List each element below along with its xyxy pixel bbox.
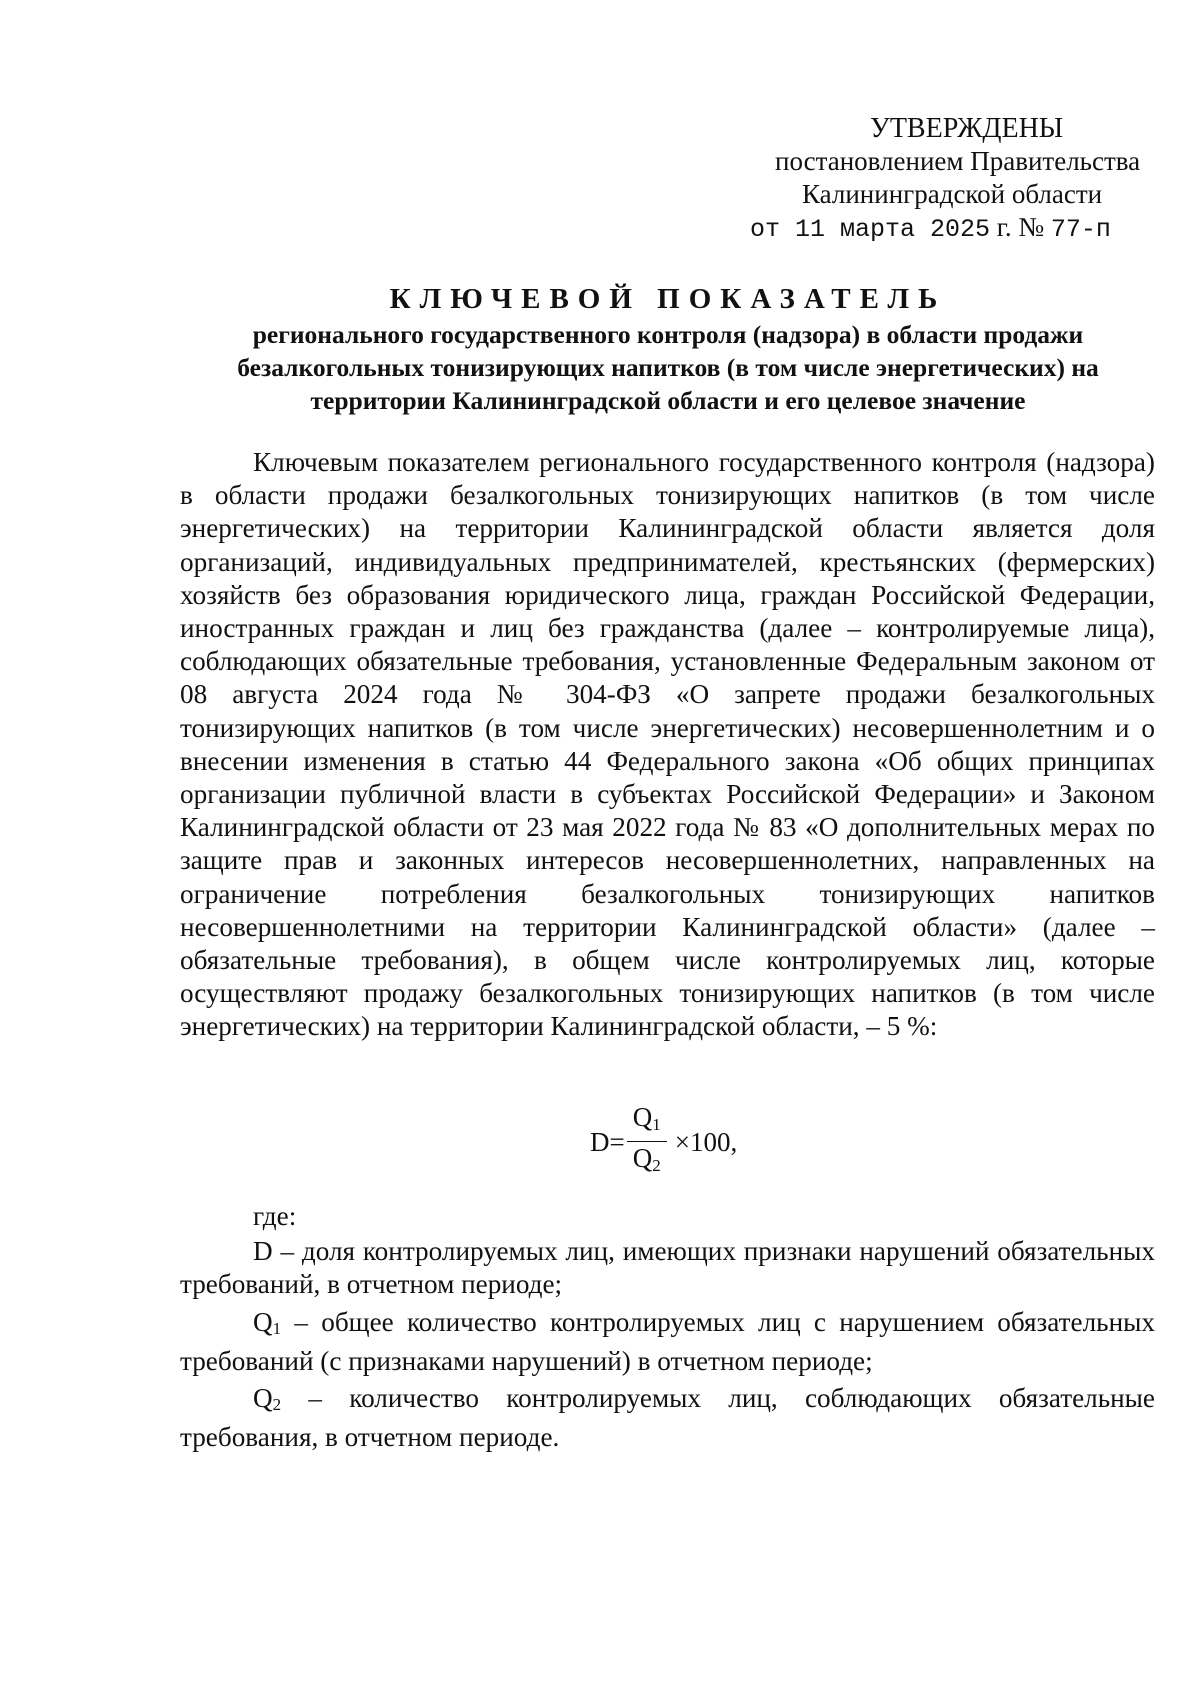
legend-symbol: Q: [253, 1306, 273, 1337]
document-title: [178, 282, 1158, 417]
legend-text: – доля контролируемых лиц, имеющих признаки нарушений обязательных требований, в отчетном периоде;: [180, 1236, 1155, 1300]
legend-symbol: Q: [253, 1383, 273, 1414]
formula-numerator: [627, 1102, 667, 1142]
legend-subscript: 1: [272, 1318, 282, 1338]
legend-text: – количество контролируемых лиц, соблюдающих обязательные требования, в отчетном периоде.: [180, 1383, 1155, 1453]
formula-fraction: [627, 1102, 667, 1181]
approval-number: 77-п: [1050, 215, 1111, 244]
approval-line-region: Калининградской области: [802, 179, 1103, 209]
approval-date: от 11 марта 2025: [750, 215, 991, 244]
approval-stamp: [700, 112, 1141, 246]
main-text: [180, 446, 1155, 1044]
approval-line-resolution: постановлением Правительства: [775, 146, 1141, 176]
formula-denominator: [627, 1142, 667, 1181]
approval-date-separator: г. №: [990, 212, 1051, 242]
numerator-symbol: Q: [632, 1102, 653, 1132]
denominator-symbol: Q: [632, 1143, 653, 1173]
formula-rhs: ×100,: [674, 1126, 738, 1157]
formula-lhs: D=: [590, 1126, 625, 1157]
formula-legend: [180, 1200, 1155, 1458]
legend-item-q1: [180, 1306, 1155, 1378]
legend-item-d: [180, 1235, 1155, 1301]
legend-where: где:: [253, 1201, 297, 1231]
key-indicator-paragraph: Ключевым показателем регионального государственного контроля (надзора) в области продажи безалкогольных тонизирующих напитков (в том числе энергетических) на территории Калининградской области является доля организаций, индивидуальных предпринимателей, крестьянских (фермерских) хозяйств без образования юридического лица, граждан Российской Федерации, иностранных граждан и лиц без гражданства (далее – контролируемые лица), соблюдающих обязательные требования, установленные Федеральным законом от 08 августа 2024 года № 304-ФЗ «О запрете продажи безалкогольных тонизирующих напитков (в том числе энергетических) несовершеннолетним и о внесении изменения в статью 44 Федерального закона «Об общих принципах организации публичной власти в субъектах Российской Федерации» и Законом Калининградской области от 23 мая 2022 года № 83 «О дополнительных мерах по защите прав и законных интересов несовершеннолетних, направленных на ограничение потребления безалкогольных тонизирующих напитков несовершеннолетними на территории Калининградской области» (далее – обязательные требования), в общем числе контролируемых лиц, которые осуществляют продажу безалкогольных тонизирующих напитков (в том числе энергетических) на территории Калининградской области, – 5 %:: [180, 447, 1155, 1042]
legend-text: – общее количество контролируемых лиц с нарушением обязательных требований (с признаками нарушений) в отчетном периоде;: [180, 1306, 1155, 1376]
title-subtitle: регионального государственного контроля (надзора) в области продажи безалкогольных тонизирующих напитков (в том числе энергетических) на территории Калининградской области и его целевое значение: [237, 320, 1099, 415]
legend-item-q2: [180, 1382, 1155, 1454]
legend-subscript: 2: [272, 1395, 282, 1415]
approval-date-line: [700, 211, 1130, 246]
denominator-subscript: 2: [652, 1156, 661, 1175]
numerator-subscript: 1: [652, 1115, 661, 1134]
legend-symbol: D: [253, 1236, 273, 1267]
title-main: КЛЮЧЕВОЙ ПОКАЗАТЕЛЬ: [389, 283, 947, 315]
formula: [590, 1102, 737, 1181]
approval-heading: УТВЕРЖДЕНЫ: [870, 113, 1064, 144]
